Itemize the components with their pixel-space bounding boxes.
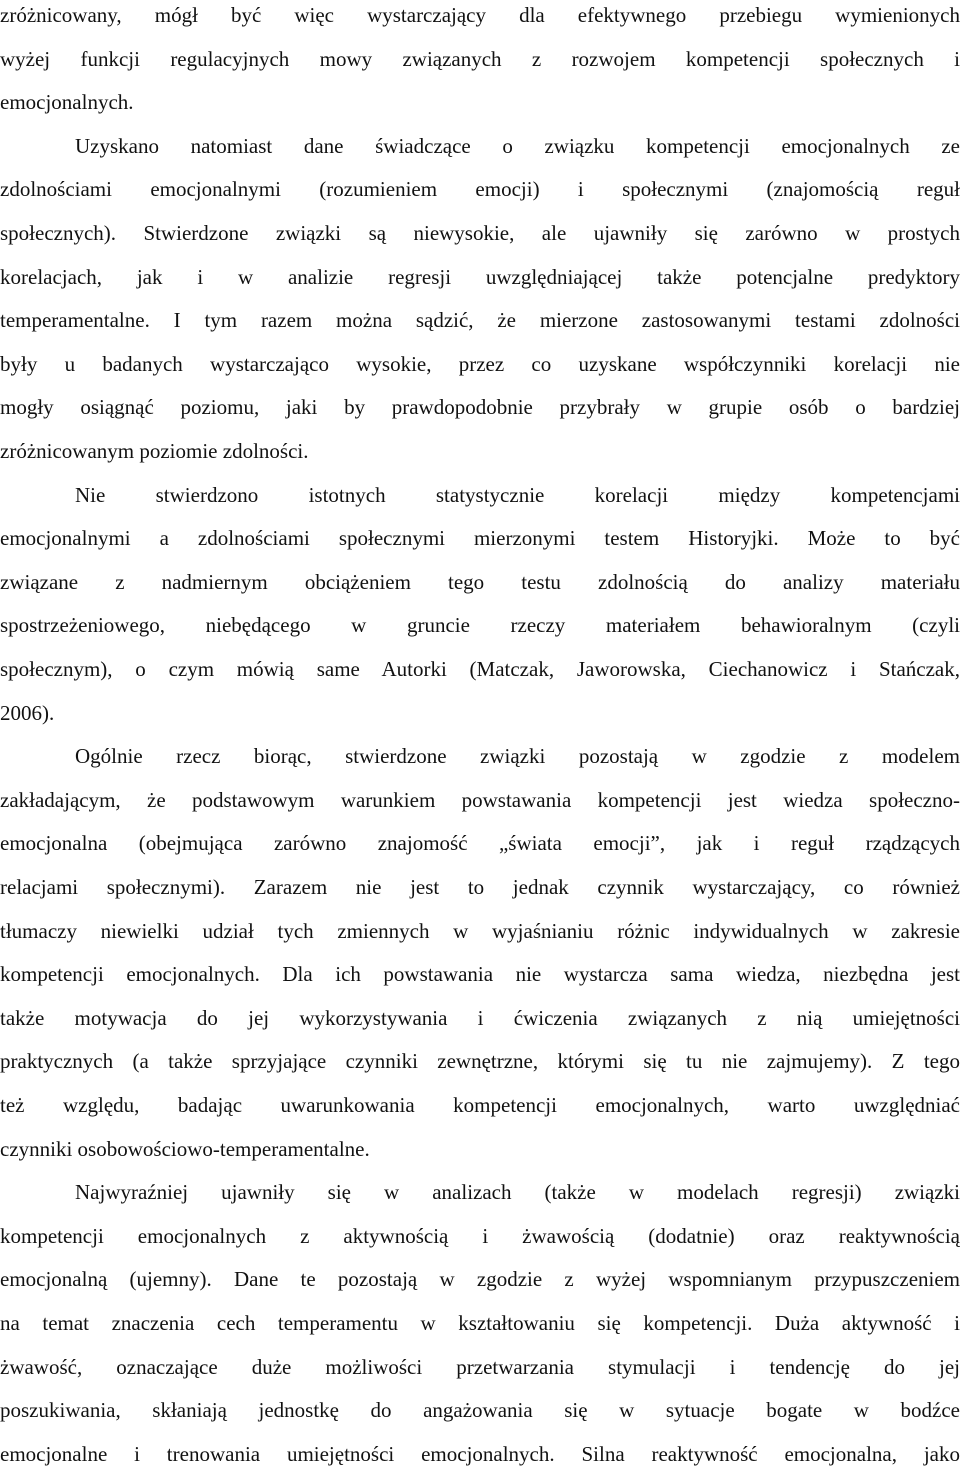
text-line: czynniki osobowościowo-temperamentalne. [0,1136,370,1161]
text-line: praktycznych (a także sprzyjające czynniki zewnętrzne, którymi się tu nie zajmujemy). Z tego [0,1049,960,1074]
text-line: spostrzeżeniowego, niebędącego w gruncie rzeczy materiałem behawioralnym (czyli [0,613,960,638]
text-line: Najwyraźniej ujawniły się w analizach (także w modelach regresji) związki [75,1180,960,1205]
text-line: kompetencji emocjonalnych z aktywnością i żwawością (dodatnie) oraz reaktywnością [0,1223,960,1248]
text-line: tłumaczy niewielki udział tych zmiennych w wyjaśnianiu różnic indywidualnych w zakresie [0,918,960,943]
text-line: zróżnicowany, mógł być więc wystarczający dla efektywnego przebiegu wymienionych [0,3,960,27]
text-line: mogły osiągnąć poziomu, jaki by prawdopodobnie przybrały w grupie osób o bardziej [0,395,960,420]
text-line: były u badanych wystarczająco wysokie, przez co uzyskane współczynniki korelacji nie [0,351,960,376]
text-line: zdolnościami emocjonalnymi (rozumieniem emocji) i społecznymi (znajomością reguł [0,177,960,202]
text-line: społecznych). Stwierdzone związki są niewysokie, ale ujawniły się zarówno w prostych [0,221,960,245]
text-line: także motywacja do jej wykorzystywania i ćwiczenia związanych z nią umiejętności [0,1005,960,1030]
text-line: emocjonalnych. [0,90,134,115]
text-line: relacjami społecznymi). Zarazem nie jest to jednak czynnik wystarczający, co również [0,875,960,899]
text-line: Nie stwierdzono istotnych statystycznie korelacji między kompetencjami [75,482,960,507]
text-line: emocjonalne i trenowania umiejętności emocjonalnych. Silna reaktywność emocjonalna, jako [0,1441,960,1466]
text-line: Uzyskano natomiast dane świadczące o związku kompetencji emocjonalnych ze [75,133,960,158]
text-line: poszukiwania, skłaniają jednostkę do angażowania się w sytuacje bogate w bodźce [0,1398,960,1423]
text-line: na temat znaczenia cech temperamentu w kształtowaniu się kompetencji. Duża aktywność i [0,1311,960,1335]
text-line: korelacjach, jak i w analizie regresji uwzględniającej także potencjalne predyktory [0,264,960,289]
text-line: społecznym), o czym mówią same Autorki (Matczak, Jaworowska, Ciechanowicz i Stańczak, [0,657,960,681]
text-line: też względu, badając uwarunkowania kompetencji emocjonalnych, warto uwzględniać [0,1093,960,1117]
text-line: związane z nadmiernym obciążeniem tego testu zdolnością do analizy materiału [0,569,960,594]
text-line: emocjonalna (obejmująca zarówno znajomość „świata emocji”, jak i reguł rządzących [0,831,960,856]
text-line: temperamentalne. I tym razem można sądzić, że mierzone zastosowanymi testami zdolności [0,308,960,333]
text-line: zróżnicowanym poziomie zdolności. [0,439,309,463]
text-line: żwawość, oznaczające duże możliwości przetwarzania stymulacji i tendencję do jej [0,1354,960,1379]
text-line: emocjonalną (ujemny). Dane te pozostają w zgodzie z wyżej wspomnianym przypuszczeniem [0,1267,960,1292]
text-line: 2006). [0,700,55,725]
text-line: zakładającym, że podstawowym warunkiem powstawania kompetencji jest wiedza społeczno- [0,787,960,812]
text-line: Ogólnie rzecz biorąc, stwierdzone związki pozostają w zgodzie z modelem [75,744,960,769]
text-line: wyżej funkcji regulacyjnych mowy związanych z rozwojem kompetencji społecznych i [0,46,960,71]
text-line: emocjonalnymi a zdolnościami społecznymi mierzonymi testem Historyjki. Może to być [0,526,960,551]
text-line: kompetencji emocjonalnych. Dla ich powstawania nie wystarcza sama wiedza, niezbędna jest [0,962,960,987]
